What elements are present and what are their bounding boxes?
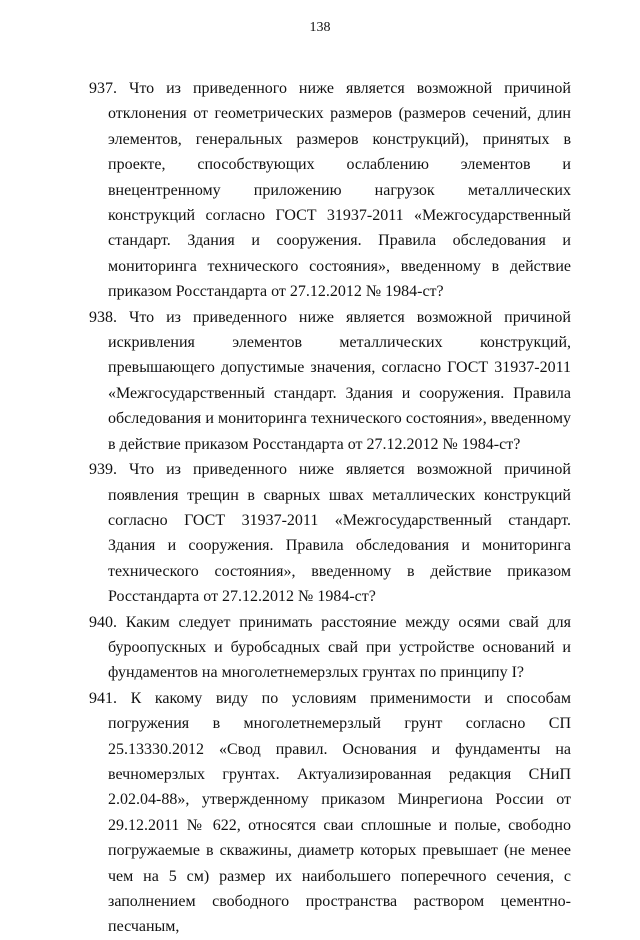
question-text: Что из приведенного ниже является возможной причиной появления трещин в сварных швах металлических конструкций согласно ГОСТ 31937-2011 «Межгосударственный стандарт. Здания и сооружения. Правила обследования и мониторинга технического состояния», введенному в действие приказом Росстандарта от 27.12.2012 № 1984-ст? xyxy=(108,461,571,606)
question-text: Что из приведенного ниже является возможной причиной отклонения от геометрических размеров (размеров сечений, длин элементов, генеральных размеров конструкций), принятых в проекте, способствующих ослаблению элементов и внецентренному приложению нагрузок металлических конструкций согласно ГОСТ 31937-2011 «Межгосударственный стандарт. Здания и сооружения. Правила обследования и мониторинга технического состояния», введенному в действие приказом Росстандарта от 27.12.2012 № 1984-ст? xyxy=(108,80,571,301)
question-number: 941. xyxy=(89,689,117,707)
question-941 xyxy=(89,686,571,940)
question-number: 937. xyxy=(89,80,117,97)
page-number: 138 xyxy=(309,20,331,35)
question-939 xyxy=(89,457,571,609)
question-text: Каким следует принимать расстояние между осями свай для буроопускных и буробсадных свай при устройстве оснований и фундаментов на многолетнемерзлых грунтах по принципу I? xyxy=(108,613,572,682)
question-937 xyxy=(89,76,571,305)
question-number: 940. xyxy=(89,613,117,631)
question-list xyxy=(89,76,571,940)
question-number: 939. xyxy=(89,461,117,479)
question-text: Что из приведенного ниже является возможной причиной искривления элементов металлических конструкций, превышающего допустимые значения, согласно ГОСТ 31937-2011 «Межгосударственный стандарт. Здания и сооружения. Правила обследования и мониторинга технического состояния», введенному в действие приказом Росстандарта от 27.12.2012 № 1984-ст? xyxy=(108,308,571,453)
question-938 xyxy=(89,305,571,457)
question-text: К какому виду по условиям применимости и способам погружения в многолетнемерзлый грунт согласно СП 25.13330.2012 «Свод правил. Основания и фундаменты на вечномерзлых грунтах. Актуализированная редакция СНиП 2.02.04-88», утвержденному приказом Минрегиона России от 29.12.2011 № 622, относятся сваи сплошные и полые, свободно погружаемые в скважины, диаметр которых превышает (не менее чем на 5 см) размер их наибольшего поперечного сечения, с заполнением свободного пространства раствором цементно-песчаным, xyxy=(108,689,572,936)
question-number: 938. xyxy=(89,308,117,326)
question-940 xyxy=(89,610,571,686)
